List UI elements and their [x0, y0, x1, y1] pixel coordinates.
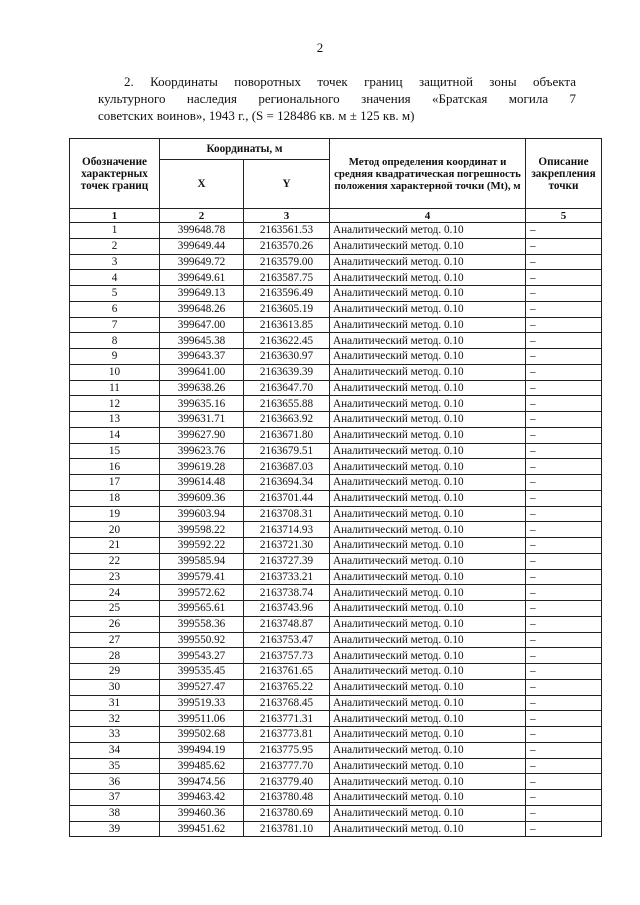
- method-cell: Аналитический метод. 0.10: [330, 695, 526, 711]
- description-cell: –: [526, 522, 602, 538]
- point-number-cell: 38: [70, 805, 160, 821]
- description-cell: –: [526, 349, 602, 365]
- point-number-cell: 9: [70, 349, 160, 365]
- table-row: [70, 790, 602, 806]
- table-row: [70, 664, 602, 680]
- column-number: 2: [160, 209, 244, 223]
- point-number-cell: 29: [70, 664, 160, 680]
- x-coordinate-cell: 399623.76: [160, 443, 244, 459]
- y-coordinate-cell: 2163579.00: [244, 254, 330, 270]
- point-number-cell: 33: [70, 727, 160, 743]
- point-number-cell: 36: [70, 774, 160, 790]
- method-cell: Аналитический метод. 0.10: [330, 301, 526, 317]
- y-coordinate-cell: 2163779.40: [244, 774, 330, 790]
- y-coordinate-cell: 2163768.45: [244, 695, 330, 711]
- x-coordinate-cell: 399474.56: [160, 774, 244, 790]
- x-coordinate-cell: 399609.36: [160, 490, 244, 506]
- y-coordinate-cell: 2163781.10: [244, 821, 330, 837]
- point-number-cell: 28: [70, 648, 160, 664]
- table-row: [70, 632, 602, 648]
- section-heading: [98, 73, 576, 124]
- x-coordinate-cell: 399619.28: [160, 459, 244, 475]
- description-cell: –: [526, 585, 602, 601]
- y-coordinate-cell: 2163775.95: [244, 742, 330, 758]
- table-row: [70, 286, 602, 302]
- method-cell: Аналитический метод. 0.10: [330, 396, 526, 412]
- description-cell: –: [526, 616, 602, 632]
- method-cell: Аналитический метод. 0.10: [330, 270, 526, 286]
- x-coordinate-cell: 399643.37: [160, 349, 244, 365]
- description-cell: –: [526, 412, 602, 428]
- description-cell: –: [526, 632, 602, 648]
- x-coordinate-cell: 399579.41: [160, 569, 244, 585]
- point-number-cell: 5: [70, 286, 160, 302]
- coordinates-table: [69, 138, 602, 837]
- description-cell: –: [526, 711, 602, 727]
- method-cell: Аналитический метод. 0.10: [330, 364, 526, 380]
- header-coordinates: Координаты, м: [160, 139, 330, 160]
- point-number-cell: 4: [70, 270, 160, 286]
- description-cell: –: [526, 727, 602, 743]
- header-y: Y: [244, 160, 330, 209]
- description-cell: –: [526, 506, 602, 522]
- table-row: [70, 301, 602, 317]
- point-number-cell: 39: [70, 821, 160, 837]
- y-coordinate-cell: 2163630.97: [244, 349, 330, 365]
- x-coordinate-cell: 399635.16: [160, 396, 244, 412]
- y-coordinate-cell: 2163701.44: [244, 490, 330, 506]
- method-cell: Аналитический метод. 0.10: [330, 774, 526, 790]
- description-cell: –: [526, 742, 602, 758]
- x-coordinate-cell: 399494.19: [160, 742, 244, 758]
- method-cell: Аналитический метод. 0.10: [330, 679, 526, 695]
- y-coordinate-cell: 2163671.80: [244, 427, 330, 443]
- description-cell: –: [526, 569, 602, 585]
- table-row: [70, 695, 602, 711]
- point-number-cell: 10: [70, 364, 160, 380]
- header-method: Метод определения координат и средняя квадратическая погрешность положения характерной точки (Mt), м: [330, 139, 526, 209]
- table-row: [70, 616, 602, 632]
- x-coordinate-cell: 399558.36: [160, 616, 244, 632]
- point-number-cell: 21: [70, 538, 160, 554]
- table-row: [70, 758, 602, 774]
- point-number-cell: 18: [70, 490, 160, 506]
- x-coordinate-cell: 399649.13: [160, 286, 244, 302]
- point-number-cell: 11: [70, 380, 160, 396]
- y-coordinate-cell: 2163748.87: [244, 616, 330, 632]
- table-row: [70, 238, 602, 254]
- point-number-cell: 14: [70, 427, 160, 443]
- table-row: [70, 648, 602, 664]
- table-row: [70, 427, 602, 443]
- page-number: 2: [316, 40, 324, 55]
- header-designation: Обозначение характерных точек границ: [70, 139, 160, 209]
- description-cell: –: [526, 695, 602, 711]
- y-coordinate-cell: 2163679.51: [244, 443, 330, 459]
- table-row: [70, 679, 602, 695]
- description-cell: –: [526, 254, 602, 270]
- table-row: [70, 711, 602, 727]
- method-cell: Аналитический метод. 0.10: [330, 616, 526, 632]
- y-coordinate-cell: 2163757.73: [244, 648, 330, 664]
- y-coordinate-cell: 2163561.53: [244, 223, 330, 239]
- method-cell: Аналитический метод. 0.10: [330, 333, 526, 349]
- description-cell: –: [526, 790, 602, 806]
- point-number-cell: 3: [70, 254, 160, 270]
- y-coordinate-cell: 2163773.81: [244, 727, 330, 743]
- x-coordinate-cell: 399598.22: [160, 522, 244, 538]
- method-cell: Аналитический метод. 0.10: [330, 538, 526, 554]
- y-coordinate-cell: 2163663.92: [244, 412, 330, 428]
- table-row: [70, 601, 602, 617]
- method-cell: Аналитический метод. 0.10: [330, 238, 526, 254]
- y-coordinate-cell: 2163655.88: [244, 396, 330, 412]
- column-number: 4: [330, 209, 526, 223]
- table-row: [70, 254, 602, 270]
- table-row: [70, 333, 602, 349]
- point-number-cell: 1: [70, 223, 160, 239]
- x-coordinate-cell: 399485.62: [160, 758, 244, 774]
- method-cell: Аналитический метод. 0.10: [330, 317, 526, 333]
- x-coordinate-cell: 399502.68: [160, 727, 244, 743]
- point-number-cell: 22: [70, 553, 160, 569]
- table-row: [70, 805, 602, 821]
- x-coordinate-cell: 399627.90: [160, 427, 244, 443]
- method-cell: Аналитический метод. 0.10: [330, 223, 526, 239]
- y-coordinate-cell: 2163694.34: [244, 475, 330, 491]
- x-coordinate-cell: 399647.00: [160, 317, 244, 333]
- table-row: [70, 727, 602, 743]
- y-coordinate-cell: 2163780.69: [244, 805, 330, 821]
- x-coordinate-cell: 399511.06: [160, 711, 244, 727]
- x-coordinate-cell: 399649.61: [160, 270, 244, 286]
- point-number-cell: 7: [70, 317, 160, 333]
- description-cell: –: [526, 490, 602, 506]
- x-coordinate-cell: 399603.94: [160, 506, 244, 522]
- table-row: [70, 412, 602, 428]
- method-cell: Аналитический метод. 0.10: [330, 632, 526, 648]
- y-coordinate-cell: 2163753.47: [244, 632, 330, 648]
- description-cell: –: [526, 601, 602, 617]
- method-cell: Аналитический метод. 0.10: [330, 506, 526, 522]
- description-cell: –: [526, 223, 602, 239]
- point-number-cell: 17: [70, 475, 160, 491]
- description-cell: –: [526, 317, 602, 333]
- table-row: [70, 490, 602, 506]
- y-coordinate-cell: 2163777.70: [244, 758, 330, 774]
- x-coordinate-cell: 399645.38: [160, 333, 244, 349]
- point-number-cell: 16: [70, 459, 160, 475]
- y-coordinate-cell: 2163727.39: [244, 553, 330, 569]
- table-row: [70, 742, 602, 758]
- header-x: X: [160, 160, 244, 209]
- point-number-cell: 13: [70, 412, 160, 428]
- y-coordinate-cell: 2163687.03: [244, 459, 330, 475]
- method-cell: Аналитический метод. 0.10: [330, 254, 526, 270]
- description-cell: –: [526, 286, 602, 302]
- description-cell: –: [526, 805, 602, 821]
- y-coordinate-cell: 2163761.65: [244, 664, 330, 680]
- x-coordinate-cell: 399451.62: [160, 821, 244, 837]
- x-coordinate-cell: 399543.27: [160, 648, 244, 664]
- x-coordinate-cell: 399463.42: [160, 790, 244, 806]
- x-coordinate-cell: 399649.44: [160, 238, 244, 254]
- description-cell: –: [526, 538, 602, 554]
- method-cell: Аналитический метод. 0.10: [330, 443, 526, 459]
- table-row: [70, 349, 602, 365]
- y-coordinate-cell: 2163596.49: [244, 286, 330, 302]
- point-number-cell: 15: [70, 443, 160, 459]
- method-cell: Аналитический метод. 0.10: [330, 349, 526, 365]
- x-coordinate-cell: 399614.48: [160, 475, 244, 491]
- table-row: [70, 223, 602, 239]
- point-number-cell: 32: [70, 711, 160, 727]
- method-cell: Аналитический метод. 0.10: [330, 664, 526, 680]
- point-number-cell: 37: [70, 790, 160, 806]
- y-coordinate-cell: 2163738.74: [244, 585, 330, 601]
- table-row: [70, 270, 602, 286]
- description-cell: –: [526, 459, 602, 475]
- point-number-cell: 34: [70, 742, 160, 758]
- method-cell: Аналитический метод. 0.10: [330, 569, 526, 585]
- description-cell: –: [526, 333, 602, 349]
- method-cell: Аналитический метод. 0.10: [330, 727, 526, 743]
- table-row: [70, 774, 602, 790]
- description-cell: –: [526, 443, 602, 459]
- description-cell: –: [526, 758, 602, 774]
- y-coordinate-cell: 2163605.19: [244, 301, 330, 317]
- method-cell: Аналитический метод. 0.10: [330, 427, 526, 443]
- column-number: 5: [526, 209, 602, 223]
- method-cell: Аналитический метод. 0.10: [330, 585, 526, 601]
- table-row: [70, 396, 602, 412]
- table-row: [70, 506, 602, 522]
- table-row: [70, 569, 602, 585]
- table-row: [70, 380, 602, 396]
- heading-line: советских воинов», 1943 г., (S = 128486 кв. м ± 125 кв. м): [98, 108, 415, 123]
- heading-line: культурного наследия регионального значения «Братская могила 7: [98, 91, 576, 106]
- point-number-cell: 35: [70, 758, 160, 774]
- point-number-cell: 8: [70, 333, 160, 349]
- y-coordinate-cell: 2163647.70: [244, 380, 330, 396]
- description-cell: –: [526, 821, 602, 837]
- x-coordinate-cell: 399572.62: [160, 585, 244, 601]
- description-cell: –: [526, 679, 602, 695]
- column-number: 3: [244, 209, 330, 223]
- method-cell: Аналитический метод. 0.10: [330, 805, 526, 821]
- y-coordinate-cell: 2163714.93: [244, 522, 330, 538]
- method-cell: Аналитический метод. 0.10: [330, 475, 526, 491]
- table-row: [70, 317, 602, 333]
- description-cell: –: [526, 774, 602, 790]
- description-cell: –: [526, 270, 602, 286]
- table-row: [70, 475, 602, 491]
- method-cell: Аналитический метод. 0.10: [330, 286, 526, 302]
- y-coordinate-cell: 2163622.45: [244, 333, 330, 349]
- x-coordinate-cell: 399648.26: [160, 301, 244, 317]
- description-cell: –: [526, 475, 602, 491]
- y-coordinate-cell: 2163733.21: [244, 569, 330, 585]
- point-number-cell: 2: [70, 238, 160, 254]
- method-cell: Аналитический метод. 0.10: [330, 648, 526, 664]
- y-coordinate-cell: 2163771.31: [244, 711, 330, 727]
- x-coordinate-cell: 399641.00: [160, 364, 244, 380]
- description-cell: –: [526, 648, 602, 664]
- method-cell: Аналитический метод. 0.10: [330, 601, 526, 617]
- method-cell: Аналитический метод. 0.10: [330, 790, 526, 806]
- heading-line: 2. Координаты поворотных точек границ защитной зоны объекта: [124, 74, 576, 89]
- y-coordinate-cell: 2163765.22: [244, 679, 330, 695]
- column-number: 1: [70, 209, 160, 223]
- y-coordinate-cell: 2163708.31: [244, 506, 330, 522]
- description-cell: –: [526, 301, 602, 317]
- point-number-cell: 30: [70, 679, 160, 695]
- point-number-cell: 6: [70, 301, 160, 317]
- point-number-cell: 24: [70, 585, 160, 601]
- x-coordinate-cell: 399535.45: [160, 664, 244, 680]
- description-cell: –: [526, 553, 602, 569]
- method-cell: Аналитический метод. 0.10: [330, 758, 526, 774]
- description-cell: –: [526, 364, 602, 380]
- x-coordinate-cell: 399649.72: [160, 254, 244, 270]
- x-coordinate-cell: 399519.33: [160, 695, 244, 711]
- table-row: [70, 821, 602, 837]
- method-cell: Аналитический метод. 0.10: [330, 821, 526, 837]
- x-coordinate-cell: 399527.47: [160, 679, 244, 695]
- y-coordinate-cell: 2163743.96: [244, 601, 330, 617]
- x-coordinate-cell: 399648.78: [160, 223, 244, 239]
- x-coordinate-cell: 399550.92: [160, 632, 244, 648]
- description-cell: –: [526, 238, 602, 254]
- description-cell: –: [526, 427, 602, 443]
- y-coordinate-cell: 2163780.48: [244, 790, 330, 806]
- method-cell: Аналитический метод. 0.10: [330, 459, 526, 475]
- y-coordinate-cell: 2163721.30: [244, 538, 330, 554]
- method-cell: Аналитический метод. 0.10: [330, 380, 526, 396]
- description-cell: –: [526, 664, 602, 680]
- table-row: [70, 553, 602, 569]
- y-coordinate-cell: 2163570.26: [244, 238, 330, 254]
- method-cell: Аналитический метод. 0.10: [330, 742, 526, 758]
- point-number-cell: 12: [70, 396, 160, 412]
- y-coordinate-cell: 2163587.75: [244, 270, 330, 286]
- table-row: [70, 522, 602, 538]
- description-cell: –: [526, 380, 602, 396]
- header-description: Описание закрепления точки: [526, 139, 602, 209]
- table-row: [70, 459, 602, 475]
- point-number-cell: 26: [70, 616, 160, 632]
- y-coordinate-cell: 2163639.39: [244, 364, 330, 380]
- point-number-cell: 27: [70, 632, 160, 648]
- table-row: [70, 538, 602, 554]
- y-coordinate-cell: 2163613.85: [244, 317, 330, 333]
- table-row: [70, 585, 602, 601]
- x-coordinate-cell: 399585.94: [160, 553, 244, 569]
- point-number-cell: 31: [70, 695, 160, 711]
- x-coordinate-cell: 399565.61: [160, 601, 244, 617]
- point-number-cell: 19: [70, 506, 160, 522]
- x-coordinate-cell: 399638.26: [160, 380, 244, 396]
- point-number-cell: 23: [70, 569, 160, 585]
- x-coordinate-cell: 399631.71: [160, 412, 244, 428]
- method-cell: Аналитический метод. 0.10: [330, 553, 526, 569]
- x-coordinate-cell: 399592.22: [160, 538, 244, 554]
- method-cell: Аналитический метод. 0.10: [330, 711, 526, 727]
- point-number-cell: 20: [70, 522, 160, 538]
- table-row: [70, 364, 602, 380]
- point-number-cell: 25: [70, 601, 160, 617]
- table-body: [70, 223, 602, 837]
- method-cell: Аналитический метод. 0.10: [330, 412, 526, 428]
- method-cell: Аналитический метод. 0.10: [330, 490, 526, 506]
- method-cell: Аналитический метод. 0.10: [330, 522, 526, 538]
- table-row: [70, 443, 602, 459]
- description-cell: –: [526, 396, 602, 412]
- x-coordinate-cell: 399460.36: [160, 805, 244, 821]
